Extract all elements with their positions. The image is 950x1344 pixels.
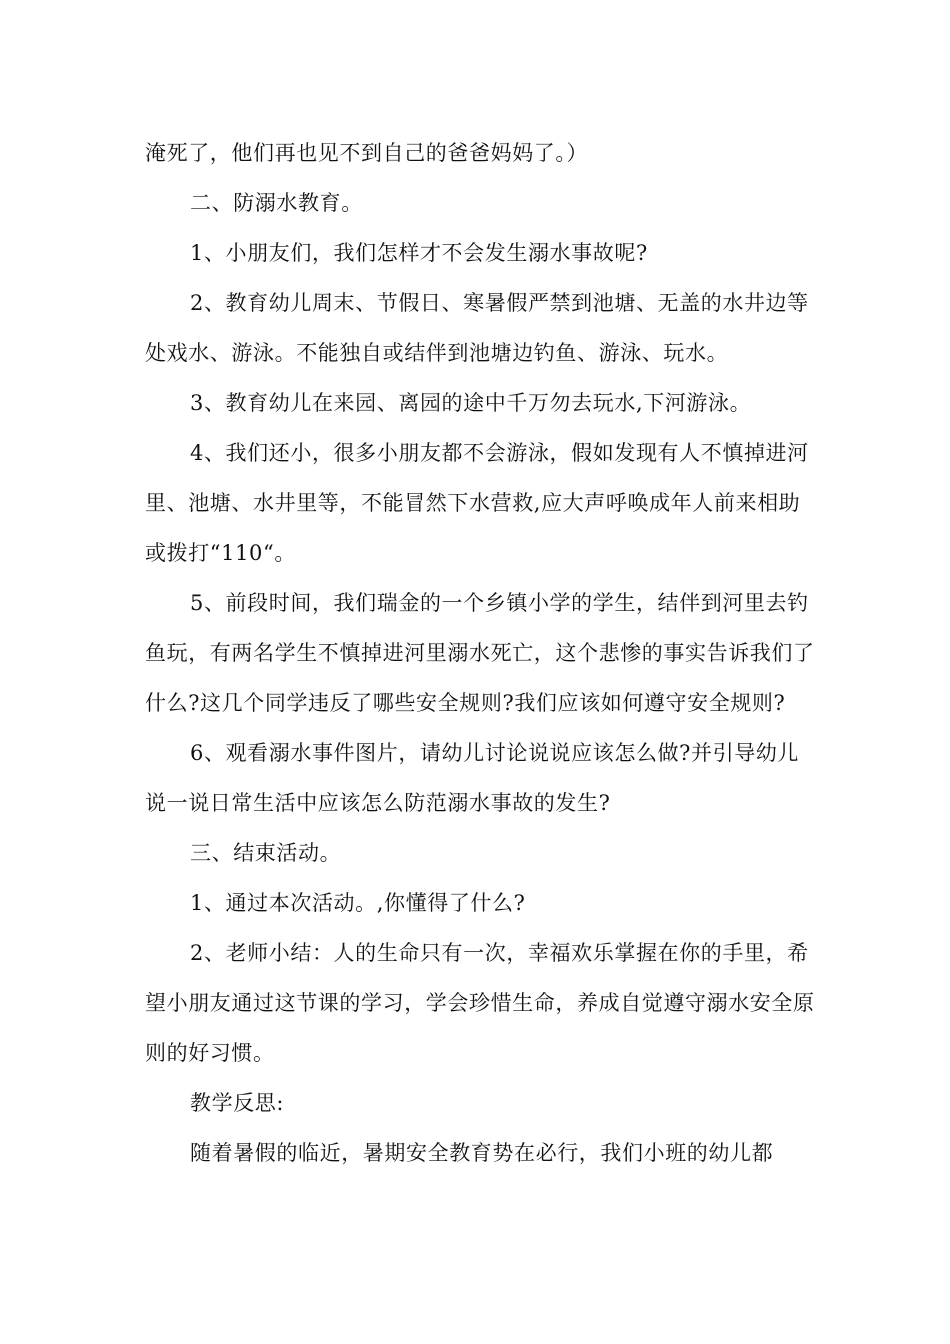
document-body (145, 128, 815, 1178)
paragraph-item-2: 2、教育幼儿周末、节假日、寒暑假严禁到池塘、无盖的水井边等处戏水、游泳。不能独自或结伴到池塘边钓鱼、游泳、玩水。 (145, 291, 809, 365)
paragraph-item-3: 3、教育幼儿在来园、离园的途中千万勿去玩水,下河游泳。 (190, 391, 752, 415)
paragraph-item-1: 1、小朋友们，我们怎样才不会发生溺水事故呢? (190, 241, 648, 265)
section-heading-drowning-prevention: 二、防溺水教育。 (190, 191, 363, 215)
paragraph-closing-item-2: 2、老师小结：人的生命只有一次，幸福欢乐掌握在你的手里，希望小朋友通过这节课的学习，学会珍惜生命，养成自觉遵守溺水安全原则的好习惯。 (145, 941, 815, 1065)
paragraph-closing-item-1: 1、通过本次活动。,你懂得了什么? (190, 891, 526, 915)
paragraph-continuation: 淹死了，他们再也见不到自己的爸爸妈妈了。） (145, 141, 589, 165)
section-heading-teaching-reflection: 教学反思: (190, 1091, 285, 1115)
paragraph-item-5: 5、前段时间，我们瑞金的一个乡镇小学的学生，结伴到河里去钓鱼玩，有两名学生不慎掉进河里溺水死亡，这个悲惨的事实告诉我们了什么?这几个同学违反了哪些安全规则?我们应该如何遵守安全规则? (145, 591, 815, 715)
paragraph-reflection: 随着暑假的临近，暑期安全教育势在必行，我们小班的幼儿都 (190, 1141, 774, 1165)
paragraph-item-4: 4、我们还小，很多小朋友都不会游泳，假如发现有人不慎掉进河里、池塘、水井里等，不能冒然下水营救,应大声呼唤成年人前来相助或拨打“110“。 (145, 441, 809, 565)
section-heading-closing-activity: 三、结束活动。 (190, 841, 342, 865)
paragraph-item-6: 6、观看溺水事件图片，请幼儿讨论说说应该怎么做?并引导幼儿说一说日常生活中应该怎么防范溺水事故的发生? (145, 741, 800, 815)
